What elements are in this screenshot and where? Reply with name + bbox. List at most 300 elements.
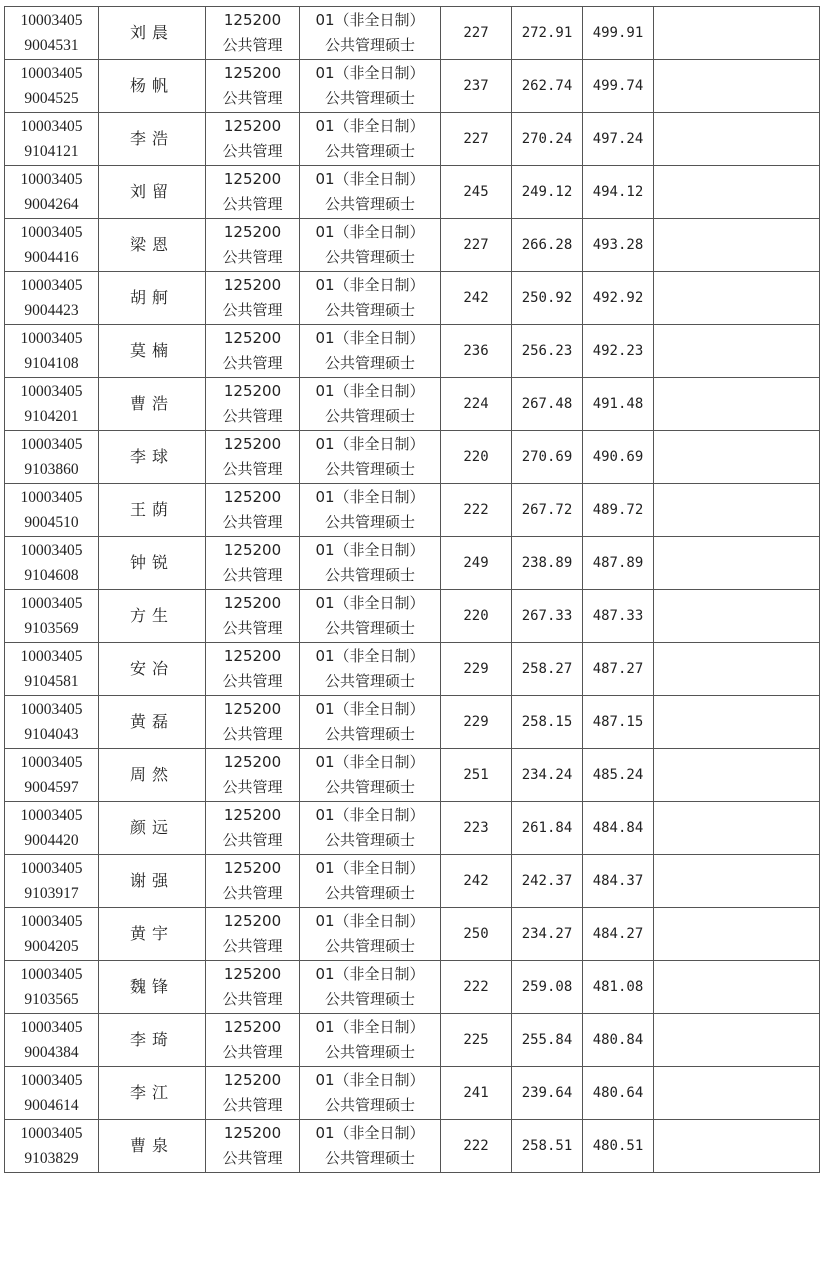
retest-score-cell: 259.08 <box>512 961 583 1014</box>
retest-score-cell: 266.28 <box>512 219 583 272</box>
candidate-name: 李江 <box>129 1083 174 1102</box>
retest-score-cell: 261.84 <box>512 802 583 855</box>
remark-cell <box>654 113 820 166</box>
exam-number-cell <box>5 325 99 378</box>
major-cell <box>206 590 300 643</box>
remark-cell <box>654 272 820 325</box>
retest-score-cell: 234.24 <box>512 749 583 802</box>
initial-score-cell: 225 <box>441 1014 512 1067</box>
major-name: 公共管理 <box>222 831 283 849</box>
table-row <box>5 272 820 325</box>
exam-number-cell <box>5 272 99 325</box>
direction-cell <box>300 961 441 1014</box>
exam-number-part2: 9104608 <box>24 567 79 584</box>
candidate-name: 李琦 <box>129 1030 174 1049</box>
exam-number-part1: 10003405 <box>20 1019 83 1036</box>
exam-number-part2: 9103917 <box>24 885 79 902</box>
candidate-name: 黄磊 <box>129 712 174 731</box>
candidate-name: 颜远 <box>129 818 174 837</box>
direction-code: 01（非全日制） <box>315 276 425 294</box>
major-name: 公共管理 <box>222 354 283 372</box>
candidate-name: 杨帆 <box>129 76 174 95</box>
table-row <box>5 7 820 60</box>
initial-score-cell: 242 <box>441 855 512 908</box>
table-row <box>5 1120 820 1173</box>
name-cell <box>99 802 206 855</box>
retest-score-cell: 234.27 <box>512 908 583 961</box>
direction-code: 01（非全日制） <box>315 700 425 718</box>
name-cell <box>99 749 206 802</box>
name-cell <box>99 431 206 484</box>
major-code: 125200 <box>223 223 282 241</box>
table-row <box>5 696 820 749</box>
direction-cell <box>300 1120 441 1173</box>
name-cell <box>99 1120 206 1173</box>
candidate-name: 方生 <box>129 606 174 625</box>
candidate-name: 李浩 <box>129 129 174 148</box>
major-cell <box>206 378 300 431</box>
total-score-cell: 491.48 <box>583 378 654 431</box>
exam-number-part2: 9103860 <box>24 461 79 478</box>
direction-cell <box>300 7 441 60</box>
major-code: 125200 <box>223 753 282 771</box>
major-cell <box>206 537 300 590</box>
initial-score-cell: 220 <box>441 590 512 643</box>
table-row <box>5 749 820 802</box>
remark-cell <box>654 855 820 908</box>
candidate-name: 王荫 <box>129 500 174 519</box>
major-name: 公共管理 <box>222 248 283 266</box>
exam-number-part1: 10003405 <box>20 489 83 506</box>
direction-cell <box>300 484 441 537</box>
exam-number-part2: 9103565 <box>24 991 79 1008</box>
major-name: 公共管理 <box>222 990 283 1008</box>
major-cell <box>206 7 300 60</box>
major-code: 125200 <box>223 541 282 559</box>
exam-number-cell <box>5 7 99 60</box>
initial-score-cell: 222 <box>441 961 512 1014</box>
direction-name: 公共管理硕士 <box>324 831 415 849</box>
direction-name: 公共管理硕士 <box>324 566 415 584</box>
exam-number-part2: 9103569 <box>24 620 79 637</box>
name-cell <box>99 378 206 431</box>
name-cell <box>99 60 206 113</box>
initial-score-cell: 222 <box>441 484 512 537</box>
initial-score-cell: 220 <box>441 431 512 484</box>
name-cell <box>99 908 206 961</box>
exam-number-cell <box>5 696 99 749</box>
exam-number-part2: 9004614 <box>24 1097 79 1114</box>
exam-number-cell <box>5 643 99 696</box>
table-row <box>5 166 820 219</box>
exam-number-part2: 9004525 <box>24 90 79 107</box>
direction-code: 01（非全日制） <box>315 1018 425 1036</box>
direction-name: 公共管理硕士 <box>324 195 415 213</box>
initial-score-cell: 227 <box>441 113 512 166</box>
major-cell <box>206 749 300 802</box>
retest-score-cell: 239.64 <box>512 1067 583 1120</box>
name-cell <box>99 113 206 166</box>
major-cell <box>206 1067 300 1120</box>
table-row <box>5 855 820 908</box>
direction-cell <box>300 855 441 908</box>
direction-cell <box>300 1067 441 1120</box>
exam-number-cell <box>5 166 99 219</box>
exam-number-part2: 9004264 <box>24 196 79 213</box>
exam-number-cell <box>5 60 99 113</box>
exam-number-part1: 10003405 <box>20 330 83 347</box>
major-code: 125200 <box>223 1124 282 1142</box>
exam-number-part1: 10003405 <box>20 1125 83 1142</box>
table-row <box>5 1014 820 1067</box>
candidate-name: 魏锋 <box>129 977 174 996</box>
major-cell <box>206 643 300 696</box>
major-code: 125200 <box>223 117 282 135</box>
direction-code: 01（非全日制） <box>315 859 425 877</box>
major-code: 125200 <box>223 859 282 877</box>
exam-number-cell <box>5 1014 99 1067</box>
direction-name: 公共管理硕士 <box>324 884 415 902</box>
direction-name: 公共管理硕士 <box>324 354 415 372</box>
direction-name: 公共管理硕士 <box>324 248 415 266</box>
major-name: 公共管理 <box>222 195 283 213</box>
name-cell <box>99 325 206 378</box>
initial-score-cell: 237 <box>441 60 512 113</box>
major-name: 公共管理 <box>222 1043 283 1061</box>
major-cell <box>206 431 300 484</box>
exam-number-part2: 9004384 <box>24 1044 79 1061</box>
major-code: 125200 <box>223 965 282 983</box>
exam-number-part1: 10003405 <box>20 1072 83 1089</box>
candidate-name: 曹泉 <box>129 1136 174 1155</box>
exam-number-part2: 9004531 <box>24 37 79 54</box>
direction-code: 01（非全日制） <box>315 488 425 506</box>
table-row <box>5 484 820 537</box>
direction-cell <box>300 60 441 113</box>
total-score-cell: 494.12 <box>583 166 654 219</box>
candidate-name: 胡舸 <box>129 288 174 307</box>
exam-number-part1: 10003405 <box>20 860 83 877</box>
candidate-name: 刘留 <box>129 182 174 201</box>
direction-name: 公共管理硕士 <box>324 513 415 531</box>
direction-code: 01（非全日制） <box>315 647 425 665</box>
initial-score-cell: 223 <box>441 802 512 855</box>
major-cell <box>206 855 300 908</box>
major-code: 125200 <box>223 329 282 347</box>
total-score-cell: 492.92 <box>583 272 654 325</box>
direction-name: 公共管理硕士 <box>324 619 415 637</box>
total-score-cell: 487.15 <box>583 696 654 749</box>
direction-cell <box>300 643 441 696</box>
exam-number-part2: 9004420 <box>24 832 79 849</box>
name-cell <box>99 7 206 60</box>
table-row <box>5 802 820 855</box>
retest-score-cell: 267.48 <box>512 378 583 431</box>
name-cell <box>99 1014 206 1067</box>
total-score-cell: 499.74 <box>583 60 654 113</box>
retest-score-cell: 238.89 <box>512 537 583 590</box>
direction-cell <box>300 272 441 325</box>
major-code: 125200 <box>223 382 282 400</box>
direction-cell <box>300 431 441 484</box>
retest-score-cell: 267.33 <box>512 590 583 643</box>
major-code: 125200 <box>223 647 282 665</box>
direction-cell <box>300 1014 441 1067</box>
exam-number-cell <box>5 113 99 166</box>
name-cell <box>99 272 206 325</box>
total-score-cell: 499.91 <box>583 7 654 60</box>
table-row <box>5 961 820 1014</box>
exam-number-cell <box>5 431 99 484</box>
major-cell <box>206 113 300 166</box>
table-row <box>5 378 820 431</box>
major-name: 公共管理 <box>222 619 283 637</box>
table-row <box>5 219 820 272</box>
remark-cell <box>654 219 820 272</box>
direction-name: 公共管理硕士 <box>324 1096 415 1114</box>
remark-cell <box>654 802 820 855</box>
direction-name: 公共管理硕士 <box>324 1043 415 1061</box>
exam-number-part1: 10003405 <box>20 65 83 82</box>
direction-code: 01（非全日制） <box>315 806 425 824</box>
retest-score-cell: 255.84 <box>512 1014 583 1067</box>
major-code: 125200 <box>223 1071 282 1089</box>
exam-number-cell <box>5 908 99 961</box>
remark-cell <box>654 590 820 643</box>
direction-name: 公共管理硕士 <box>324 778 415 796</box>
direction-cell <box>300 537 441 590</box>
table-row <box>5 643 820 696</box>
exam-number-part2: 9104043 <box>24 726 79 743</box>
major-code: 125200 <box>223 170 282 188</box>
exam-number-part1: 10003405 <box>20 12 83 29</box>
major-cell <box>206 484 300 537</box>
direction-code: 01（非全日制） <box>315 594 425 612</box>
major-cell <box>206 219 300 272</box>
exam-number-part1: 10003405 <box>20 171 83 188</box>
remark-cell <box>654 60 820 113</box>
direction-cell <box>300 325 441 378</box>
direction-code: 01（非全日制） <box>315 11 425 29</box>
table-row <box>5 1067 820 1120</box>
exam-number-part1: 10003405 <box>20 224 83 241</box>
remark-cell <box>654 1067 820 1120</box>
initial-score-cell: 227 <box>441 219 512 272</box>
direction-name: 公共管理硕士 <box>324 990 415 1008</box>
exam-number-part2: 9104581 <box>24 673 79 690</box>
exam-number-part2: 9104108 <box>24 355 79 372</box>
name-cell <box>99 219 206 272</box>
major-code: 125200 <box>223 276 282 294</box>
exam-number-cell <box>5 537 99 590</box>
remark-cell <box>654 166 820 219</box>
major-name: 公共管理 <box>222 566 283 584</box>
direction-cell <box>300 113 441 166</box>
direction-code: 01（非全日制） <box>315 753 425 771</box>
initial-score-cell: 224 <box>441 378 512 431</box>
total-score-cell: 480.64 <box>583 1067 654 1120</box>
major-code: 125200 <box>223 1018 282 1036</box>
direction-name: 公共管理硕士 <box>324 937 415 955</box>
direction-cell <box>300 749 441 802</box>
major-code: 125200 <box>223 594 282 612</box>
exam-number-part1: 10003405 <box>20 807 83 824</box>
direction-code: 01（非全日制） <box>315 1071 425 1089</box>
remark-cell <box>654 749 820 802</box>
remark-cell <box>654 484 820 537</box>
direction-cell <box>300 219 441 272</box>
direction-code: 01（非全日制） <box>315 435 425 453</box>
exam-number-part1: 10003405 <box>20 542 83 559</box>
direction-code: 01（非全日制） <box>315 329 425 347</box>
exam-number-part1: 10003405 <box>20 648 83 665</box>
initial-score-cell: 229 <box>441 696 512 749</box>
name-cell <box>99 961 206 1014</box>
exam-number-part2: 9103829 <box>24 1150 79 1167</box>
retest-score-cell: 258.51 <box>512 1120 583 1173</box>
total-score-cell: 492.23 <box>583 325 654 378</box>
major-cell <box>206 166 300 219</box>
retest-score-cell: 262.74 <box>512 60 583 113</box>
name-cell <box>99 537 206 590</box>
major-cell <box>206 60 300 113</box>
initial-score-cell: 227 <box>441 7 512 60</box>
direction-cell <box>300 802 441 855</box>
exam-number-part1: 10003405 <box>20 913 83 930</box>
major-name: 公共管理 <box>222 884 283 902</box>
major-name: 公共管理 <box>222 1096 283 1114</box>
name-cell <box>99 1067 206 1120</box>
exam-number-cell <box>5 1067 99 1120</box>
direction-name: 公共管理硕士 <box>324 460 415 478</box>
candidate-name: 曹浩 <box>129 394 174 413</box>
initial-score-cell: 241 <box>441 1067 512 1120</box>
direction-cell <box>300 166 441 219</box>
table-row <box>5 60 820 113</box>
retest-score-cell: 249.12 <box>512 166 583 219</box>
major-name: 公共管理 <box>222 672 283 690</box>
major-name: 公共管理 <box>222 301 283 319</box>
major-code: 125200 <box>223 64 282 82</box>
candidate-name: 李球 <box>129 447 174 466</box>
name-cell <box>99 696 206 749</box>
major-name: 公共管理 <box>222 937 283 955</box>
direction-code: 01（非全日制） <box>315 117 425 135</box>
major-code: 125200 <box>223 912 282 930</box>
direction-name: 公共管理硕士 <box>324 301 415 319</box>
table-row <box>5 325 820 378</box>
total-score-cell: 493.28 <box>583 219 654 272</box>
exam-number-part2: 9004416 <box>24 249 79 266</box>
admission-score-table <box>4 6 820 1173</box>
candidate-name: 周然 <box>129 765 174 784</box>
major-name: 公共管理 <box>222 1149 283 1167</box>
exam-number-part1: 10003405 <box>20 118 83 135</box>
table-row <box>5 908 820 961</box>
candidate-name: 梁恩 <box>129 235 174 254</box>
exam-number-part2: 9004423 <box>24 302 79 319</box>
major-name: 公共管理 <box>222 778 283 796</box>
initial-score-cell: 249 <box>441 537 512 590</box>
direction-name: 公共管理硕士 <box>324 36 415 54</box>
total-score-cell: 497.24 <box>583 113 654 166</box>
exam-number-part1: 10003405 <box>20 383 83 400</box>
total-score-cell: 485.24 <box>583 749 654 802</box>
major-name: 公共管理 <box>222 89 283 107</box>
direction-code: 01（非全日制） <box>315 223 425 241</box>
initial-score-cell: 222 <box>441 1120 512 1173</box>
table-row <box>5 113 820 166</box>
direction-code: 01（非全日制） <box>315 1124 425 1142</box>
total-score-cell: 484.27 <box>583 908 654 961</box>
remark-cell <box>654 908 820 961</box>
candidate-name: 钟锐 <box>129 553 174 572</box>
major-cell <box>206 908 300 961</box>
retest-score-cell: 258.27 <box>512 643 583 696</box>
direction-name: 公共管理硕士 <box>324 142 415 160</box>
name-cell <box>99 643 206 696</box>
major-cell <box>206 325 300 378</box>
exam-number-cell <box>5 484 99 537</box>
initial-score-cell: 229 <box>441 643 512 696</box>
total-score-cell: 481.08 <box>583 961 654 1014</box>
total-score-cell: 480.51 <box>583 1120 654 1173</box>
retest-score-cell: 258.15 <box>512 696 583 749</box>
retest-score-cell: 256.23 <box>512 325 583 378</box>
exam-number-cell <box>5 749 99 802</box>
exam-number-part1: 10003405 <box>20 966 83 983</box>
major-name: 公共管理 <box>222 513 283 531</box>
total-score-cell: 480.84 <box>583 1014 654 1067</box>
retest-score-cell: 250.92 <box>512 272 583 325</box>
major-name: 公共管理 <box>222 407 283 425</box>
major-code: 125200 <box>223 435 282 453</box>
name-cell <box>99 855 206 908</box>
remark-cell <box>654 431 820 484</box>
direction-code: 01（非全日制） <box>315 170 425 188</box>
retest-score-cell: 270.69 <box>512 431 583 484</box>
major-cell <box>206 272 300 325</box>
total-score-cell: 484.84 <box>583 802 654 855</box>
direction-code: 01（非全日制） <box>315 965 425 983</box>
direction-name: 公共管理硕士 <box>324 672 415 690</box>
exam-number-part1: 10003405 <box>20 701 83 718</box>
initial-score-cell: 236 <box>441 325 512 378</box>
exam-number-part2: 9004510 <box>24 514 79 531</box>
major-name: 公共管理 <box>222 36 283 54</box>
table-row <box>5 537 820 590</box>
remark-cell <box>654 696 820 749</box>
candidate-name: 谢强 <box>129 871 174 890</box>
initial-score-cell: 250 <box>441 908 512 961</box>
exam-number-part1: 10003405 <box>20 277 83 294</box>
direction-cell <box>300 696 441 749</box>
name-cell <box>99 166 206 219</box>
total-score-cell: 489.72 <box>583 484 654 537</box>
exam-number-part1: 10003405 <box>20 595 83 612</box>
total-score-cell: 484.37 <box>583 855 654 908</box>
retest-score-cell: 242.37 <box>512 855 583 908</box>
remark-cell <box>654 325 820 378</box>
exam-number-cell <box>5 1120 99 1173</box>
remark-cell <box>654 1014 820 1067</box>
remark-cell <box>654 1120 820 1173</box>
candidate-name: 刘晨 <box>129 23 174 42</box>
major-code: 125200 <box>223 11 282 29</box>
exam-number-cell <box>5 855 99 908</box>
remark-cell <box>654 961 820 1014</box>
major-name: 公共管理 <box>222 725 283 743</box>
